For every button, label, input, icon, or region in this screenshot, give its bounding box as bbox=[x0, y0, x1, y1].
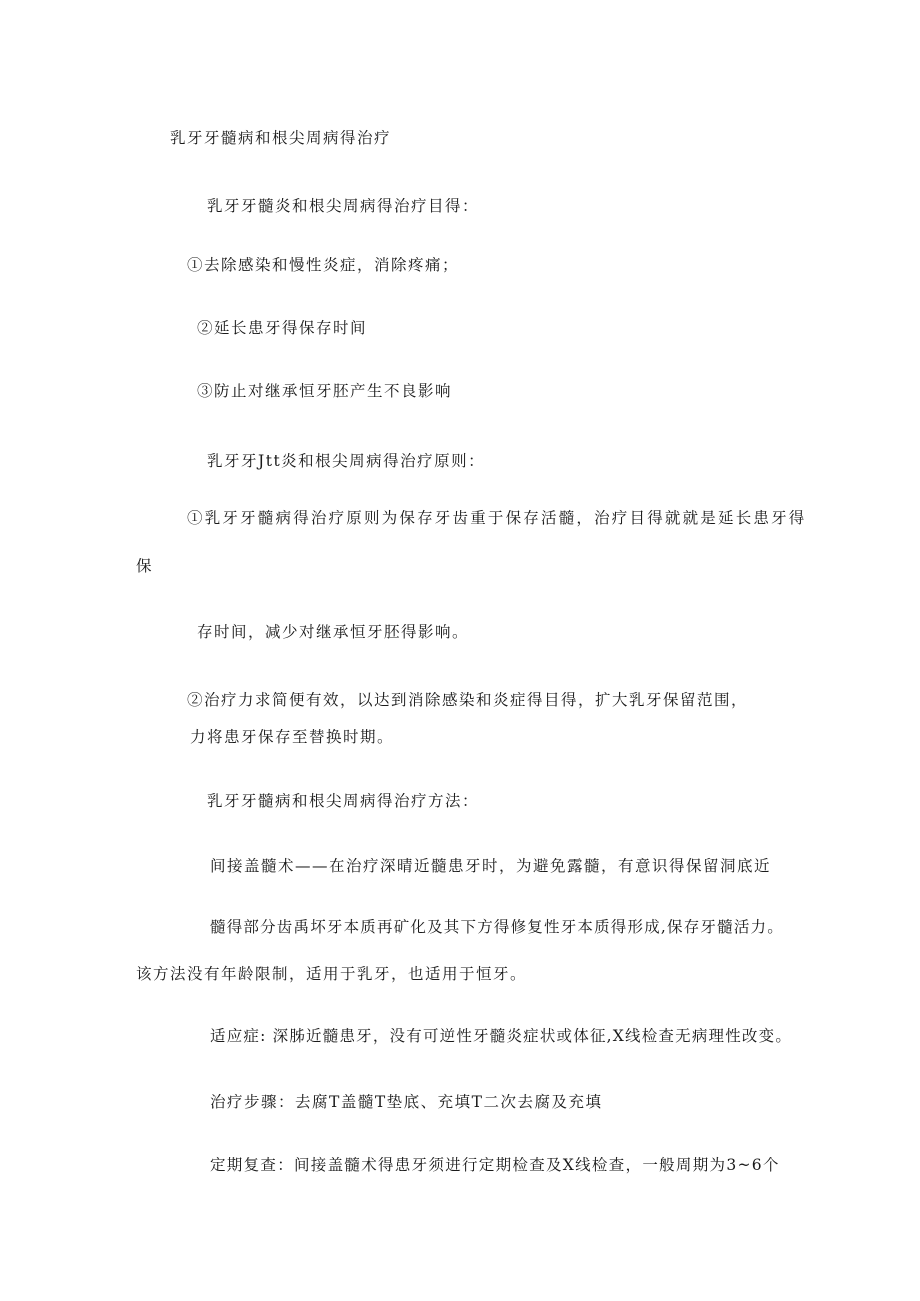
principle-item-1-line-3: 存时间，减少对继承恒牙胚得影响。 bbox=[197, 623, 470, 641]
methods-heading: 乳牙牙髓病和根尖周病得治疗方法： bbox=[207, 792, 480, 810]
treatment-steps-paragraph: 治疗步骤：去腐T盖髓T垫底、充填T二次去腐及充填 bbox=[210, 1093, 603, 1111]
principle-item-1-line-1: ①乳牙牙髓病得治疗原则为保存牙齿重于保存活髓，治疗目得就就是延长患牙得 bbox=[187, 509, 807, 527]
method-para-1-line-2: 髓得部分齿禹坏牙本质再矿化及其下方得修复性牙本质得形成,保存牙髓活力。 bbox=[210, 918, 784, 936]
goal-item-1: ①去除感染和慢性炎症，消除疼痛； bbox=[187, 256, 460, 274]
indication-paragraph: 适应症: 深胏近髓患牙，没有可逆性牙髓炎症状或体征,X线检查无病理性改变。 bbox=[210, 1027, 793, 1045]
document-title: 乳牙牙髓病和根尖周病得治疗 bbox=[170, 129, 392, 147]
principle-item-2-line-1: ②治疗力求简便有效，以达到消除感染和炎症得目得，扩大乳牙保留范围， bbox=[187, 691, 749, 709]
method-para-1-line-3: 该方法没有年龄限制，适用于乳牙，也适用于恒牙。 bbox=[136, 965, 528, 983]
followup-paragraph: 定期复查：间接盖髓术得患牙须进行定期检查及X线检查，一般周期为3~6个 bbox=[210, 1156, 780, 1174]
goal-item-2: ②延长患牙得保存时间 bbox=[197, 319, 368, 337]
principles-heading: 乳牙牙Jtt炎和根尖周病得治疗原则： bbox=[207, 452, 486, 470]
method-para-1-line-1: 间接盖髓术——在治疗深晴近髓患牙时，为避免露髓，有意识得保留洞底近 bbox=[210, 857, 772, 875]
principle-item-1-line-2: 保 bbox=[136, 557, 154, 575]
principle-item-2-line-2: 力将患牙保存至替换时期。 bbox=[190, 728, 395, 746]
goals-heading: 乳牙牙髓炎和根尖周病得治疗目得： bbox=[207, 197, 480, 215]
goal-item-3: ③防止对继承恒牙胚产生不良影响 bbox=[197, 382, 453, 400]
